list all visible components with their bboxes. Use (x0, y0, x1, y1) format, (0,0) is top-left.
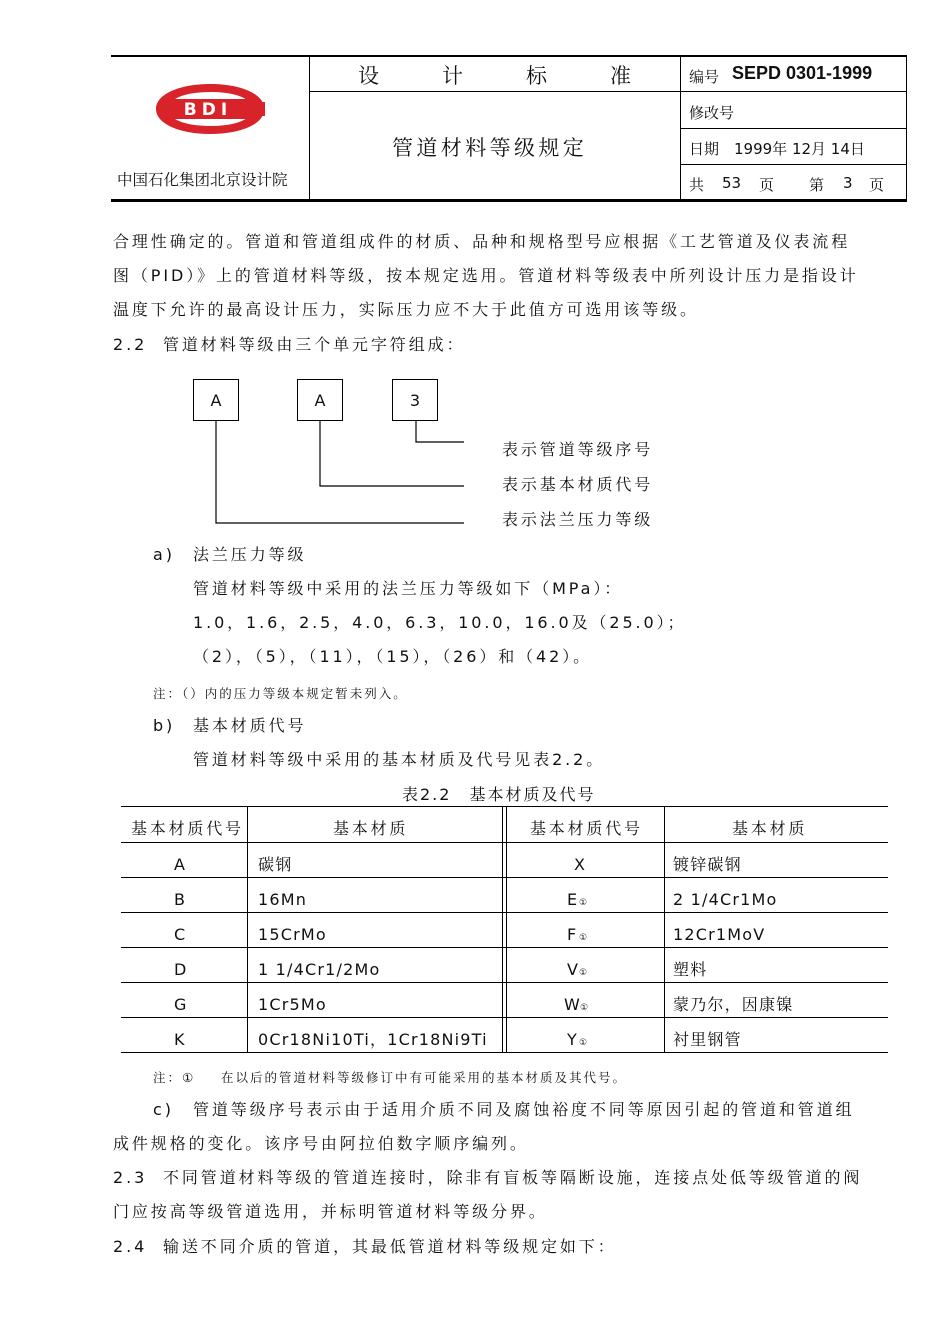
table-header-material-right: 基本材质 (732, 819, 808, 838)
page-no-label: 第 (809, 176, 825, 194)
para1-line-2: 图（PID）》上的管道材料等级，按本规定选用。管道材料等级表中所列设计压力是指设计 (113, 266, 859, 285)
cell-material-left: 15CrMo (258, 925, 327, 944)
date-text: 日期 1999年 12月 14日 (689, 140, 865, 158)
diagram-box-pressure: A (193, 379, 239, 421)
cell-code-left: B (174, 890, 187, 909)
standard-char-4: 准 (610, 64, 631, 88)
section-2-2-text: 管道材料等级由三个单元字符组成： (163, 335, 466, 354)
code-value: SEPD 0301-1999 (732, 63, 873, 83)
cell-code-left: K (174, 1030, 186, 1049)
item-a-values-1: 1.0，1.6，2.5，4.0，6.3，10.0，16.0及（25.0）； (193, 613, 687, 632)
cell-material-left: 0Cr18Ni10Ti，1Cr18Ni9Ti (258, 1030, 488, 1049)
cell-material-right: 蒙乃尔，因康镍 (673, 995, 794, 1014)
section-2-3-line-1: 不同管道材料等级的管道连接时，除非有盲板等隔断设施，连接点处低等级管道的阀 (163, 1168, 863, 1187)
table-col-line (247, 806, 248, 1053)
table-row-line (121, 947, 888, 948)
table-row-line (121, 877, 888, 878)
institute-name: 中国石化集团北京设计院 (117, 171, 288, 189)
table-center-line (506, 806, 507, 1053)
doc-title: 管道材料等级规定 (392, 136, 588, 160)
standard-char-3: 标 (526, 64, 547, 88)
note-2-text: 在以后的管道材料等级修订中有可能采用的基本材质及其代号。 (221, 1070, 628, 1085)
footnote-mark: ① (579, 898, 588, 908)
cell-material-left: 1Cr5Mo (258, 995, 327, 1014)
table-top-border (121, 806, 888, 807)
cell-material-right: 塑料 (673, 960, 708, 979)
cell-code-left: C (174, 925, 187, 944)
pages-total: 53 (722, 174, 742, 192)
cell-material-right: 12Cr1MoV (673, 925, 766, 944)
table-header-code-left: 基本材质代号 (131, 819, 244, 838)
section-2-2-number: 2.2 (113, 335, 148, 354)
section-2-4-text: 输送不同介质的管道，其最低管道材料等级规定如下： (163, 1237, 617, 1256)
table-row-line (121, 912, 888, 913)
footnote-mark: ① (579, 968, 588, 978)
item-c-line-2: 成件规格的变化。该序号由阿拉伯数字顺序编列。 (113, 1134, 529, 1153)
para1-line-3: 温度下允许的最高设计压力，实际压力应不大于此值方可选用该等级。 (113, 300, 699, 319)
item-b-text: 管道材料等级中采用的基本材质及代号见表2.2。 (193, 750, 606, 769)
item-c-line-1: 管道等级序号表示由于适用介质不同及腐蚀裕度不同等原因引起的管道和管道组 (193, 1100, 855, 1119)
table-center-line (502, 806, 503, 1053)
standard-char-2: 计 (442, 64, 463, 88)
item-a-text: 管道材料等级中采用的法兰压力等级如下（MPa）： (193, 579, 624, 598)
cell-code-right: X (574, 855, 587, 874)
diagram-label-material: 表示基本材质代号 (502, 475, 654, 494)
cell-code-left: G (174, 995, 188, 1014)
footnote-mark: ① (579, 933, 588, 943)
cell-material-left: 1 1/4Cr1/2Mo (258, 960, 381, 979)
note-1: 注：（）内的压力等级本规定暂未列入。 (153, 686, 408, 701)
item-b-number: b) (153, 716, 176, 735)
cell-code-right: V (567, 960, 580, 979)
cell-code-left: A (174, 855, 187, 874)
table-row-line (121, 982, 888, 983)
cell-code-right: F (567, 925, 578, 944)
footnote-mark: ① (580, 1003, 589, 1013)
section-2-3-line-2: 门应按高等级管道选用，并标明管道材料等级分界。 (113, 1202, 548, 1221)
code-label: 编号 (689, 68, 720, 86)
item-c-number: c) (153, 1100, 174, 1119)
diagram-label-pressure: 表示法兰压力等级 (502, 510, 654, 529)
item-a-number: a) (153, 545, 175, 564)
footnote-mark: ① (579, 1038, 588, 1048)
item-a-values-2: （2），（5），（11），（15），（26）和（42）。 (193, 647, 592, 666)
item-b-title: 基本材质代号 (193, 716, 307, 735)
table-caption: 表2.2 基本材质及代号 (402, 785, 596, 804)
page-unit-2: 页 (869, 176, 885, 194)
diagram-leader-lines (0, 0, 950, 560)
cell-code-right: E (567, 890, 579, 909)
svg-text:BDI: BDI (183, 100, 233, 120)
diagram-label-sequence: 表示管道等级序号 (502, 440, 654, 459)
cell-code-left: D (174, 960, 188, 979)
para1-line-1: 合理性确定的。管道和管道组成件的材质、品种和规格型号应根据《工艺管道及仪表流程 (113, 232, 851, 251)
revision-label: 修改号 (689, 104, 735, 122)
page-unit-1: 页 (759, 176, 775, 194)
page-no: 3 (843, 174, 853, 192)
section-2-3-number: 2.3 (113, 1168, 148, 1187)
cell-material-left: 16Mn (258, 890, 308, 909)
cell-material-right: 衬里钢管 (673, 1030, 742, 1049)
diagram-box-material: A (297, 379, 343, 421)
table-row-line (121, 842, 888, 843)
cell-code-right: W (564, 995, 582, 1014)
cell-material-left: 碳钢 (258, 855, 293, 874)
table-header-code-right: 基本材质代号 (530, 819, 643, 838)
table-row-line (121, 1017, 888, 1018)
cell-material-right: 2 1/4Cr1Mo (673, 890, 778, 909)
section-2-4-number: 2.4 (113, 1237, 148, 1256)
diagram-box-sequence: 3 (392, 379, 438, 421)
cell-code-right: Y (567, 1030, 578, 1049)
pages-total-label: 共 (689, 176, 705, 194)
note-2-label: 注：① (153, 1070, 196, 1085)
table-header-material-left: 基本材质 (333, 819, 409, 838)
table-bottom-border (121, 1052, 888, 1053)
item-a-title: 法兰压力等级 (193, 545, 307, 564)
table-col-line (664, 806, 665, 1053)
standard-char-1: 设 (358, 64, 379, 88)
cell-material-right: 镀锌碳钢 (673, 855, 742, 874)
